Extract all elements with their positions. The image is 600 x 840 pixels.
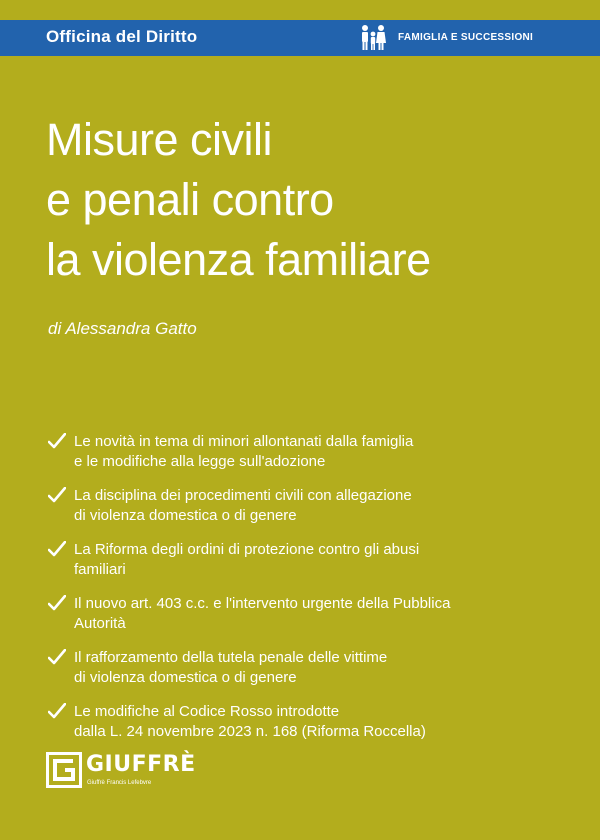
title-line: Misure civili [46, 114, 273, 165]
topic-item [48, 486, 568, 526]
title-line: e penali contro [46, 174, 334, 225]
checkmark-icon [48, 649, 66, 665]
publisher-tagline: Giuffrè Francis Lefebvre [87, 780, 152, 786]
publisher-logo [46, 750, 196, 800]
title-line: la violenza familiare [46, 234, 431, 285]
topic-item [48, 594, 568, 634]
topic-item [48, 648, 568, 688]
author: di Alessandra Gatto [48, 319, 197, 338]
topic-line: dalla L. 24 novembre 2023 n. 168 (Riforma Roccella) [74, 723, 426, 740]
topic-item [48, 540, 568, 580]
category-label: FAMIGLIA E SUCCESSIONI [398, 32, 534, 43]
topic-item [48, 432, 568, 472]
topic-line: Il rafforzamento della tutela penale delle vittime [74, 649, 388, 666]
book-title [46, 110, 586, 290]
checkmark-icon [48, 541, 66, 557]
topic-line: Le modifiche al Codice Rosso introdotte [74, 703, 340, 720]
series-band [0, 20, 600, 56]
topic-line: La disciplina dei procedimenti civili con allegazione [74, 487, 412, 504]
topic-line: Autorità [74, 615, 126, 632]
series-name: Officina del Diritto [46, 27, 198, 46]
topic-line: Il nuovo art. 403 c.c. e l'intervento urgente della Pubblica [74, 595, 451, 612]
topic-line: di violenza domestica o di genere [74, 507, 297, 524]
topic-line: familiari [74, 561, 126, 578]
checkmark-icon [48, 595, 66, 611]
topic-line: e le modifiche alla legge sull'adozione [74, 453, 326, 470]
publisher-mark-icon [46, 752, 82, 788]
checkmark-icon [48, 703, 66, 719]
checkmark-icon [48, 433, 66, 449]
topics-list [48, 432, 568, 756]
family-icon [358, 23, 388, 53]
topic-line: La Riforma degli ordini di protezione contro gli abusi [74, 541, 420, 558]
publisher-name: GIUFFRÈ [86, 752, 196, 777]
checkmark-icon [48, 487, 66, 503]
topic-line: Le novità in tema di minori allontanati dalla famiglia [74, 433, 414, 450]
topic-item [48, 702, 568, 742]
topic-line: di violenza domestica o di genere [74, 669, 297, 686]
